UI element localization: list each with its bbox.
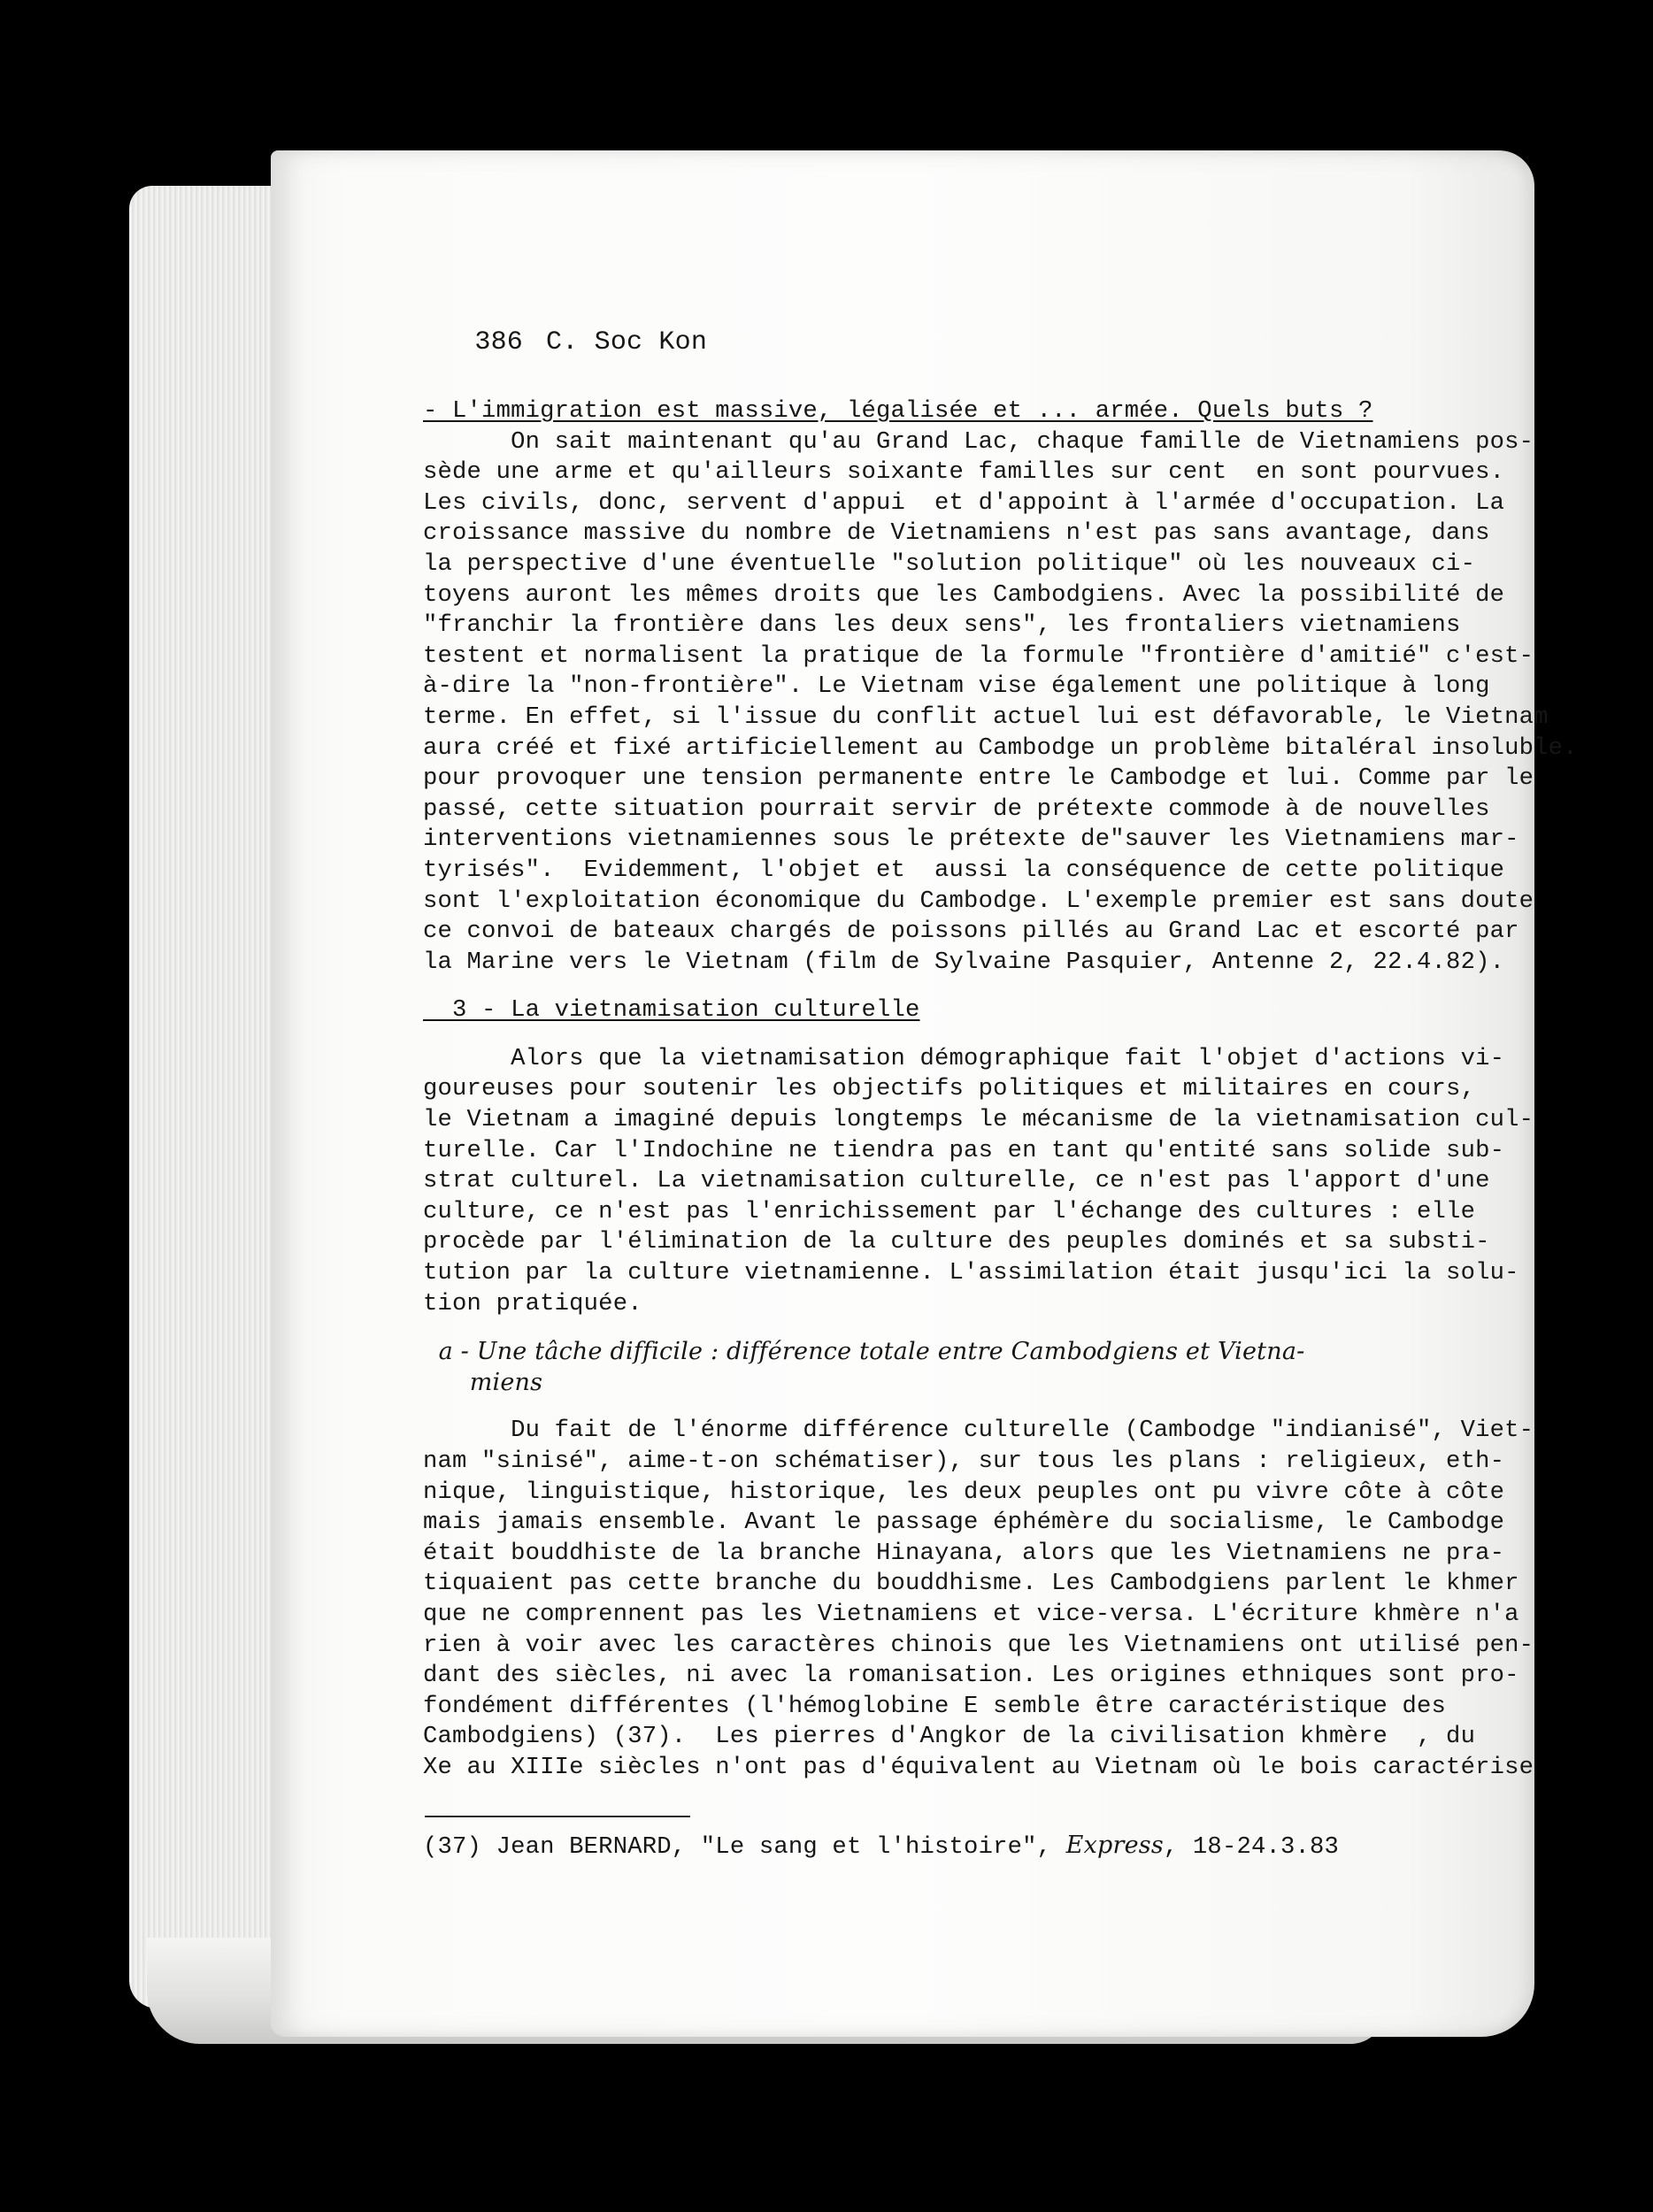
section-title: 3 - La vietnamisation culturelle: [423, 996, 920, 1025]
body-line: - L'immigration est massive, légalisée et ... armée. Quels buts ?: [423, 397, 1373, 425]
body-line: Les civils, donc, servent d'appui et d'appoint à l'armée d'occupation. La: [423, 488, 1505, 517]
body-line: était bouddhiste de la branche Hinayana, alors que les Vietnamiens ne pra-: [423, 1539, 1505, 1567]
body-line: goureuses pour soutenir les objectifs politiques et militaires en cours,: [423, 1075, 1476, 1103]
body-line: que ne comprennent pas les Vietnamiens et vice-versa. L'écriture khmère n'a: [423, 1600, 1519, 1628]
subsection-title: miens: [423, 1368, 543, 1396]
body-line: dant des siècles, ni avec la romanisation. Les origines ethniques sont pro-: [423, 1662, 1519, 1690]
body-line: sède une arme et qu'ailleurs soixante familles sur cent en sont pourvues.: [423, 458, 1505, 487]
body-line: la perspective d'une éventuelle "solution politique" où les nouveaux ci-: [423, 549, 1476, 578]
line-gap: [423, 1319, 1578, 1337]
body-line: "franchir la frontière dans les deux sens", les frontaliers vietnamiens: [423, 611, 1461, 640]
body-line: Alors que la vietnamisation démographique fait l'objet d'actions vi-: [423, 1044, 1505, 1072]
body-line: tiquaient pas cette branche du bouddhisme. Les Cambodgiens parlent le khmer: [423, 1570, 1519, 1598]
body-line: strat culturel. La vietnamisation culturelle, ce n'est pas l'apport d'une: [423, 1167, 1490, 1195]
body-line: Xe au XIIIe siècles n'ont pas d'équivalent au Vietnam où le bois caractérise: [423, 1753, 1534, 1781]
body-line: aura créé et fixé artificiellement au Cambodge un problème bitaléral insoluble.: [423, 733, 1578, 762]
footnote-text-after: , 18-24.3.83: [1163, 1833, 1340, 1861]
body-line: nam "sinisé", aime-t-on schématiser), sur tous les plans : religieux, eth-: [423, 1448, 1505, 1475]
body-line: testent et normalisent la pratique de la formule "frontière d'amitié" c'est-: [423, 641, 1534, 670]
body-line: Cambodgiens) (37). Les pierres d'Angkor de la civilisation khmère , du: [423, 1723, 1476, 1751]
body-line: On sait maintenant qu'au Grand Lac, chaque famille de Vietnamiens pos-: [423, 427, 1534, 456]
line-gap: [423, 1398, 1578, 1416]
body-line: la Marine vers le Vietnam (film de Sylvaine Pasquier, Antenne 2, 22.4.82).: [423, 948, 1505, 976]
body-line: culture, ce n'est pas l'enrichissement par l'échange des cultures : elle: [423, 1197, 1476, 1225]
body-line: nique, linguistique, historique, les deux peuples ont pu vivre côte à côte: [423, 1478, 1505, 1506]
body-line: sont l'exploitation économique du Cambodge. L'exemple premier est sans doute: [423, 887, 1534, 915]
body-line: turelle. Car l'Indochine ne tiendra pas en tant qu'entité sans solide sub-: [423, 1136, 1505, 1164]
subsection-title: a - Une tâche difficile : différence totale entre Cambodgiens et Vietna-: [423, 1338, 1305, 1366]
body-line: ce convoi de bateaux chargés de poissons pillés au Grand Lac et escorté par: [423, 918, 1519, 946]
body-line: le Vietnam a imaginé depuis longtemps le mécanisme de la vietnamisation cul-: [423, 1106, 1534, 1134]
line-gap: [423, 978, 1578, 995]
body-line: mais jamais ensemble. Avant le passage éphémère du socialisme, le Cambodge: [423, 1509, 1505, 1537]
body-line: pour provoquer une tension permanente entre le Cambodge et lui. Comme par le: [423, 764, 1534, 793]
body-line: terme. En effet, si l'issue du conflit actuel lui est défavorable, le Vietnam: [423, 703, 1549, 731]
running-head: [442, 297, 707, 357]
footnote-rule: [425, 1816, 690, 1817]
footnote-text-before: (37) Jean BERNARD, "Le sang et l'histoire",: [423, 1833, 1066, 1861]
body-line: fondément différentes (l'hémoglobine E semble être caractéristique des: [423, 1692, 1447, 1720]
page-number: 386: [474, 327, 524, 357]
body-line: passé, cette situation pourrait servir de prétexte commode à de nouvelles: [423, 795, 1490, 823]
body-line: procède par l'élimination de la culture des peuples dominés et sa substi-: [423, 1228, 1490, 1256]
body-line: tion pratiquée.: [423, 1289, 642, 1317]
body-line: croissance massive du nombre de Vietnamiens n'est pas sans avantage, dans: [423, 519, 1490, 548]
body-text: [423, 396, 1578, 1784]
body-line: tyrisés". Evidemment, l'objet et aussi la conséquence de cette politique: [423, 856, 1505, 884]
body-line: tution par la culture vietnamienne. L'assimilation était jusqu'ici la solu-: [423, 1259, 1519, 1287]
body-line: à-dire la "non-frontière". Le Vietnam vise également une politique à long: [423, 672, 1490, 701]
body-line: Du fait de l'énorme différence culturelle (Cambodge "indianisé", Viet-: [423, 1417, 1534, 1445]
author-name: C. Soc Kon: [546, 327, 708, 357]
body-line: interventions vietnamiennes sous le prétexte de"sauver les Vietnamiens mar-: [423, 826, 1519, 854]
footnote-italic: Express: [1065, 1832, 1164, 1859]
body-line: toyens auront les mêmes droits que les Cambodgiens. Avec la possibilité de: [423, 580, 1505, 609]
line-gap: [423, 1026, 1578, 1044]
footnote: [423, 1832, 1339, 1861]
body-line: rien à voir avec les caractères chinois que les Vietnamiens ont utilisé pen-: [423, 1631, 1534, 1659]
